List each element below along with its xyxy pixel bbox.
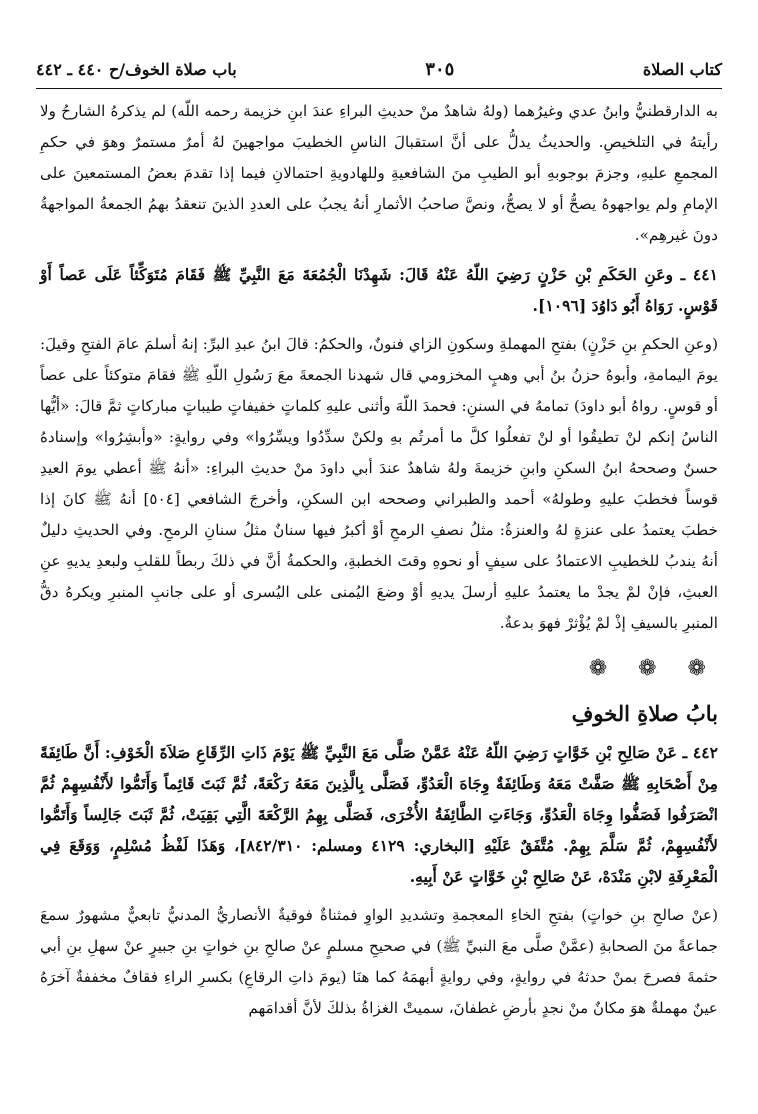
- book-title: كتاب الصلاة: [642, 59, 722, 79]
- commentary-paragraph: به الدارقطنيُّ وابنُ عدي وغيرُهما (ولهُ شاهدٌ منْ حديثِ البراءِ عندَ ابنِ خزيمة رحمه اللّه) لم يذكرهُ الشارحُ ولا رأيتهُ في التلخيصِ. والحديثُ يدلُّ على أنَّ استقبالَ الناسِ الخطيبَ مواجهينَ لهُ أمرٌ مستمرٌ وهوَ في حكمِ المجمعِ عليهِ، وجزمَ بوجوبهِ أبو الطيبِ منَ الشافعيةِ وللهادويةِ احتمالانِ فيما إذا تقدمَ بعضُ المستمعينَ على الإمامِ ولم يواجهوهُ يصحُّ أو لا يصحُّ، ونصَّ صاحبُ الأثمارِ أنهُ يجبُ على العددِ الذينَ تنعقدُ بهمُ الجمعةُ المواجهةُ دونَ غيرهِم».: [40, 102, 718, 244]
- hadith-text: ـ وعَنِ الحَكَمِ بْنِ حَزْنٍ رَضِيَ اللّهُ عَنْهُ قَالَ: شَهِدْنَا الْجُمُعَةَ مَعَ النَّبِيِّ ﷺ فَقَامَ مُتَوَكِّئاً عَلَى عَصاً أَوْ قَوْسٍ. رَوَاهُ أَبُو دَاوُدَ [١٠٩٦].: [40, 265, 718, 315]
- header-rule: [36, 88, 722, 89]
- hadith-441: [40, 259, 718, 321]
- section-divider: ❁ ❁ ❁: [588, 656, 718, 681]
- hadith-text: ـ عَنْ صَالِحِ بْنِ خَوَّاتٍ رَضِيَ اللّهُ عَنْهُ عَمَّنْ صَلَّى مَعَ النَّبِيِّ ﷺ يَوْمَ ذَاتِ الرِّقَاعِ صَلاَةَ الْخَوْفِ: أَنَّ طَائِفَةً مِنْ أَصْحَابِهِ ﷺ صَفَّتْ مَعَهُ وَطَائِفَةٌ وِجَاهَ الْعَدُوِّ، فَصَلَّى بِالَّذِينَ مَعَهُ رَكْعَةً، ثُمَّ ثَبَتَ قَائِماً وَأَتَمُّوا لأَنْفُسِهِمْ ثُمَّ انْصَرَفُوا فَصَفُّوا وِجَاهَ الْعَدُوِّ، وَجَاءَتِ الطَّائِفَةُ الأُخْرَى، فَصَلَّى بِهِمُ الرَّكْعَةَ الَّتِي بَقِيَتْ، ثُمَّ ثَبَتَ جَالِساً وَأَتَمُّوا لأَنْفُسِهِمْ، ثُمَّ سَلَّمَ بِهِمْ. مُتَّفَقٌ عَلَيْهِ [البخاري: ٤١٢٩ ومسلم: ٨٤٢/٣١٠]، وَهَذَا لَفْظُ مُسْلِمٍ، وَوَقَعَ فِي الْمَعْرِفَةِ لابْنِ مَنْدَهْ، عَنْ صَالِحِ بْنِ خَوَّاتٍ عَنْ أَبِيهِ.: [40, 743, 718, 886]
- hadith-442: [40, 737, 718, 892]
- commentary-441: (وعنِ الحكمِ بنِ حَزْنٍ) بفتحِ المهملةِ وسكونِ الزاي فنونٌ، والحكمُ: قالَ ابنُ عبدِ البرِّ: إنهُ أسلمَ عامَ الفتحِ وقيلَ: يومَ اليمامةِ، وأبوهُ حزنُ بنُ أبي وهبٍ المخزومي قال شهدنا الجمعةَ معَ رَسُولِ اللّهِ ﷺ فقامَ متوكئاً على عصاً أو قوسٍ. رواهُ أبو داودَ) تمامهُ في السننِ: فحمدَ اللّهَ وأثنى عليهِ كلماتٍ خفيفاتٍ طيباتٍ مباركاتٍ ثمَّ قالَ: «أيُّها الناسُ إنكم لنْ تطيقُوا أو لنْ تفعلُوا كلَّ ما أمرتُم بهِ ولكنْ سدِّدُوا ويسِّرُوا» وفي روايةٍ: «وأبشِرُوا» وإسنادهُ حسنٌ وصححهُ ابنُ السكنِ وابنِ خزيمةَ ولهُ شاهدٌ عندَ أبي داودَ منْ حديثِ البراءِ: «أنهُ ﷺ أعطي يومَ العيدِ قوساً فخطبَ عليهِ وطولهُ» أحمد والطبراني وصححه ابن السكنِ، وأخرجَ الشافعي [٥٠٤] أنهُ ﷺ كانَ إذا خطبَ يعتمدُ على عنزةٍ لهُ والعنزةُ: مثلُ نصفِ الرمحِ أوْ أكبرُ فيها سنانٌ مثلُ سنانِ الرمحِ. وفي الحديثِ دليلٌ أنهُ يندبُ للخطيبِ الاعتمادُ على سيفٍ أو نحوهِ وقتَ الخطبةِ، والحكمةُ أنَّ في ذلكَ ربطاً للقلبِ ولبعدِ يديهِ عنِ العبثِ، فإنْ لمْ يجدْ ما يعتمدُ عليهِ أرسلَ يديهِ أوْ وضعَ اليُمنى على اليُسرى أو على جانبِ المنبرِ ويكرهُ دقُّ المنبرِ بالسيفِ إذْ لمْ يُؤْثرْ فهوَ بدعةٌ.: [40, 335, 719, 632]
- chapter-reference: باب صلاة الخوف/ح ٤٤٠ ـ ٤٤٢: [36, 59, 237, 79]
- hadith-number: ٤٤١: [692, 265, 718, 284]
- page-header: [36, 54, 722, 84]
- hadith-number: ٤٤٢: [692, 743, 718, 762]
- commentary-442: (عنْ صالحِ بنِ خواتٍ) بفتحِ الخاءِ المعجمةِ وتشديدِ الواوِ فمثناةٌ فوقيةٌ الأنصاريُّ المدنيُّ تابعيٌّ مشهورٌ سمعَ جماعةً منَ الصحابةِ (عمَّنْ صلَّى معَ النبيِّ ﷺ) في صحيحِ مسلمٍ عنْ صالحِ بنِ خواتٍ بنِ جبيرٍ عنْ سهلِ بنِ أبي حثمةَ فصرحَ بمنْ حدثهُ في روايةٍ، وفي روايةٍ أبهمَهُ كما هنَا (يومَ ذاتِ الرقاعِ) بكسرِ الراءِ فقافٌ مخففةٌ آخرَهُ عينٌ مهملةٌ هوَ مكانٌ منْ نجدٍ بأرضِ غطفانَ، سميتْ الغزاةُ بذلكَ لأنَّ أقدامَهم: [40, 906, 718, 1017]
- chapter-title: بابُ صلاةِ الخوفِ: [571, 701, 718, 726]
- page-body: [40, 96, 718, 1024]
- page-number: ٣٠٥: [425, 58, 455, 80]
